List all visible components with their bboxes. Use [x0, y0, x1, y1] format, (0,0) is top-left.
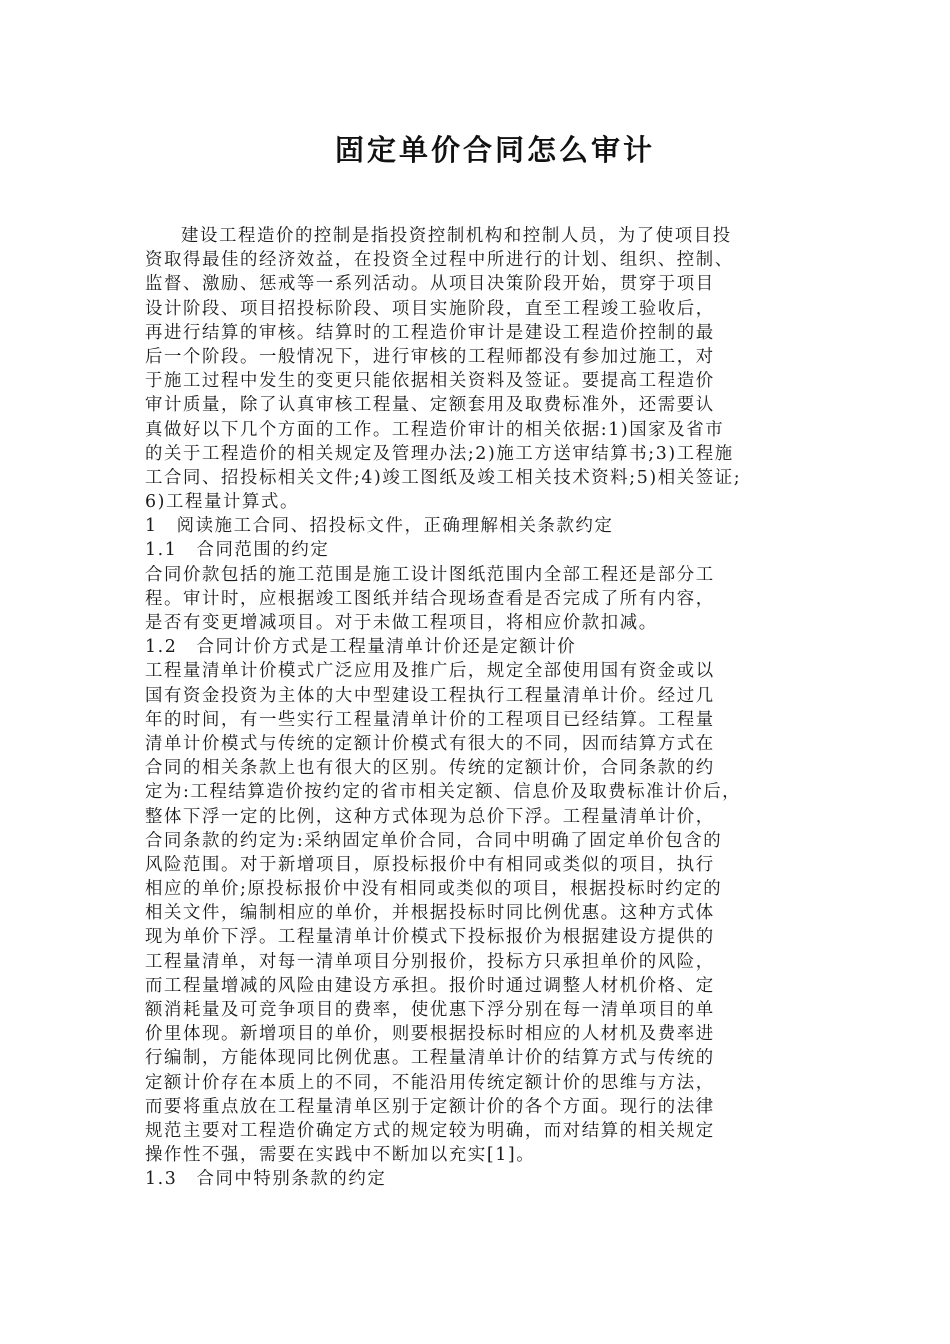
paragraph-line: 合同价款包括的施工范围是施工设计图纸范围内全部工程还是部分工 — [145, 564, 715, 585]
paragraph-line: 相应的单价;原投标报价中没有相同或类似的项目，根据投标时约定的 — [145, 879, 723, 900]
paragraph-line: 合同的相关条款上也有很大的区别。传统的定额计价，合同条款的约 — [145, 758, 715, 779]
paragraph-line: 国有资金投资为主体的大中型建设工程执行工程量清单计价。经过几 — [145, 685, 715, 706]
paragraph-line: 风险范围。对于新增项目，原投标报价中有相同或类似的项目，执行 — [145, 854, 715, 875]
paragraph-line: 现为单价下浮。工程量清单计价模式下投标报价为根据建设方提供的 — [145, 927, 715, 948]
paragraph-line: 于施工过程中发生的变更只能依据相关资料及签证。要提高工程造价 — [145, 371, 715, 392]
paragraph-line: 年的时间，有一些实行工程量清单计价的工程项目已经结算。工程量 — [145, 709, 715, 730]
paragraph-line: 后一个阶段。一般情况下，进行审核的工程师都没有参加过施工，对 — [145, 346, 715, 367]
paragraph-line: 额消耗量及可竞争项目的费率，使优惠下浮分别在每一清单项目的单 — [145, 1000, 715, 1020]
paragraph-line: 建设工程造价的控制是指投资控制机构和控制人员，为了使项目投 — [181, 226, 732, 246]
paragraph-line: 设计阶段、项目招投标阶段、项目实施阶段，直至工程竣工验收后， — [145, 298, 715, 319]
document-title: 固定单价合同怎么审计 — [334, 133, 655, 167]
paragraph-line: 真做好以下几个方面的工作。工程造价审计的相关依据:1)国家及省市 — [145, 419, 725, 440]
section-heading: 1 阅读施工合同、招投标文件，正确理解相关条款约定 — [145, 516, 614, 537]
paragraph-line: 清单计价模式与传统的定额计价模式有很大的不同，因而结算方式在 — [145, 733, 715, 754]
paragraph-line: 工程量清单计价模式广泛应用及推广后，规定全部使用国有资金或以 — [145, 661, 715, 682]
paragraph-line: 是否有变更增减项目。对于未做工程项目，将相应价款扣减。 — [145, 613, 658, 633]
paragraph-line: 资取得最佳的经济效益，在投资全过程中所进行的计划、组织、控制、 — [145, 250, 734, 271]
paragraph-line: 工合同、招投标相关文件;4)竣工图纸及竣工相关技术资料;5)相关签证; — [145, 467, 742, 488]
paragraph-line: 操作性不强，需要在实践中不断加以充实[1]。 — [145, 1145, 536, 1166]
document-body — [145, 224, 815, 1192]
subsection-heading: 1.1 合同范围的约定 — [145, 540, 330, 561]
paragraph-line: 规范主要对工程造价确定方式的规定较为明确，而对结算的相关规定 — [145, 1120, 715, 1141]
paragraph-line: 工程量清单，对每一清单项目分别报价，投标方只承担单价的风险， — [145, 951, 715, 972]
paragraph-line: 定为:工程结算造价按约定的省市相关定额、信息价及取费标准计价后， — [145, 782, 742, 803]
subsection-heading: 1.2 合同计价方式是工程量清单计价还是定额计价 — [145, 637, 577, 658]
paragraph-line: 行编制，方能体现同比例优惠。工程量清单计价的结算方式与传统的 — [145, 1048, 715, 1069]
paragraph-line: 定额计价存在本质上的不同，不能沿用传统定额计价的思维与方法， — [145, 1072, 715, 1093]
paragraph-line: 整体下浮一定的比例，这种方式体现为总价下浮。工程量清单计价， — [145, 806, 715, 827]
paragraph-line: 而要将重点放在工程量清单区别于定额计价的各个方面。现行的法律 — [145, 1096, 715, 1117]
paragraph-line: 程。审计时，应根据竣工图纸并结合现场查看是否完成了所有内容， — [145, 588, 715, 609]
paragraph-line: 价里体现。新增项目的单价，则要根据投标时相应的人材机及费率进 — [145, 1024, 715, 1045]
paragraph-line: 再进行结算的审核。结算时的工程造价审计是建设工程造价控制的最 — [145, 322, 715, 343]
paragraph-line: 审计质量，除了认真审核工程量、定额套用及取费标准外，还需要认 — [145, 395, 715, 416]
paragraph-line: 相关文件，编制相应的单价，并根据投标时同比例优惠。这种方式体 — [145, 903, 715, 924]
paragraph-line: 而工程量增减的风险由建设方承担。报价时通过调整人材机价格、定 — [145, 975, 715, 996]
subsection-heading: 1.3 合同中特别条款的约定 — [145, 1169, 387, 1190]
paragraph-line: 合同条款的约定为:采纳固定单价合同，合同中明确了固定单价包含的 — [145, 830, 723, 851]
paragraph-line: 的关于工程造价的相关规定及管理办法;2)施工方送审结算书;3)工程施 — [145, 443, 734, 464]
paragraph-line: 监督、激励、惩戒等一系列活动。从项目决策阶段开始，贯穿于项目 — [145, 274, 715, 295]
paragraph-line: 6)工程量计算式。 — [145, 492, 299, 513]
